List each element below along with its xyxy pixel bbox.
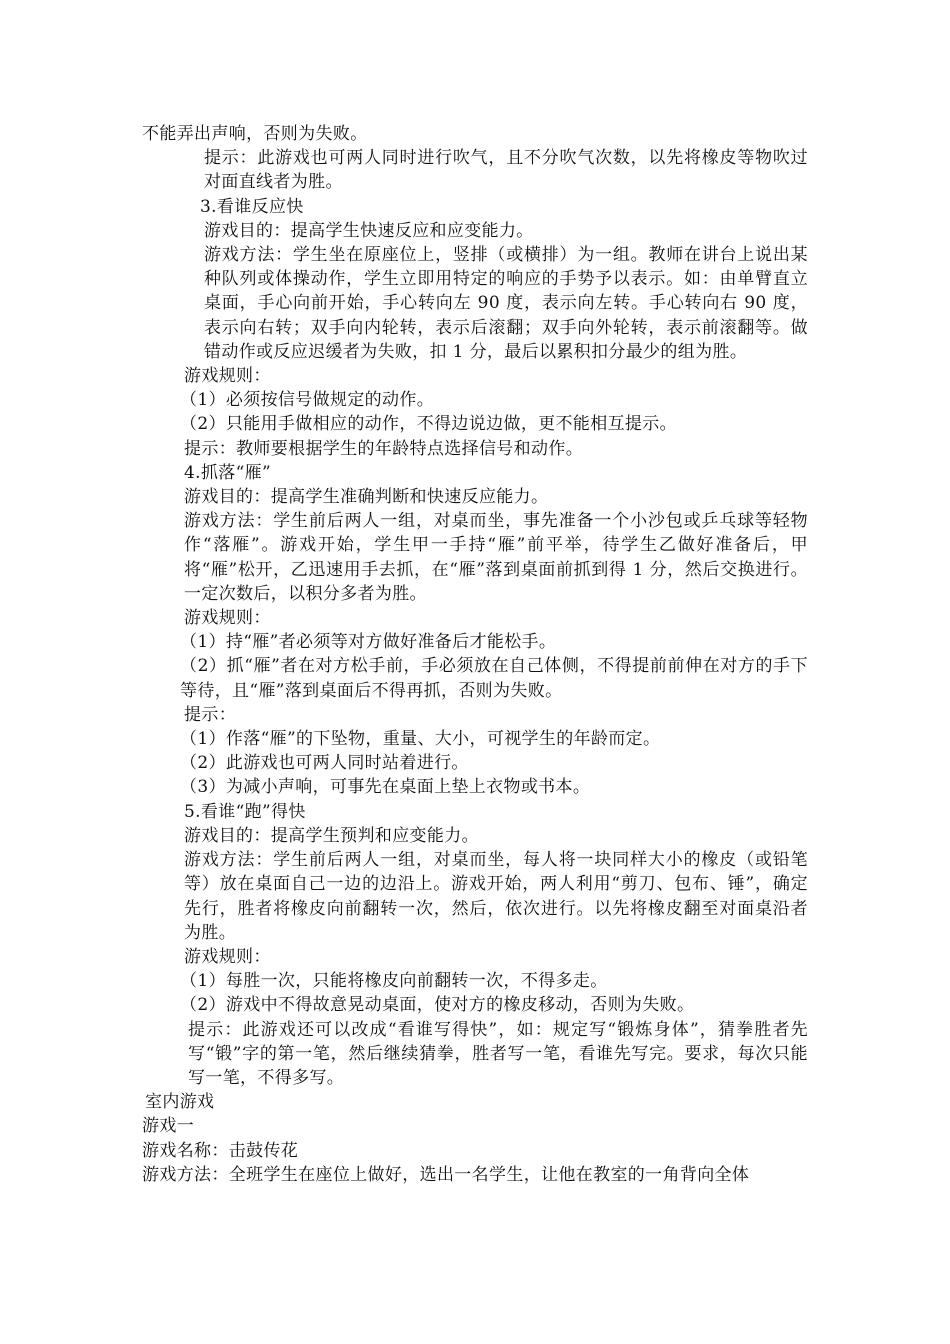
paragraph-method: 游戏方法：学生坐在原座位上，竖排（或横排）为一组。教师在讲台上说出某种队列或体操动作，学生立即用特定的响应的手势予以表示。如：由单臂直立桌面，手心向前开始，手心转向左 90 度，表示向左转。手心转向右 90 度，表示向右转；双手向内轮转，表示后滚翻；双手向外轮转，表示前滚翻等。做错动作或反应迟缓者为失败，扣 1 分，最后以累积扣分最少的组为胜。 — [204, 245, 808, 362]
rule-item: （1）持“雁”者必须等对方做好准备后才能松手。 — [180, 632, 557, 653]
tip-item: （3）为减小声响，可事先在桌面上垫上衣物或书本。 — [180, 777, 591, 798]
game-method: 游戏方法：全班学生在座位上做好，选出一名学生，让他在教室的一角背向全体 — [142, 1164, 750, 1185]
paragraph-rules-heading: 游戏规则： — [184, 946, 271, 967]
rule-item: （2）抓“雁”者在对方松手前，手必须放在自己体侧，不得提前前伸在对方的手下等待，且“雁”落到桌面后不得再抓，否则为失败。 — [180, 656, 808, 701]
rule-item: （2）游戏中不得故意晃动桌面，使对方的橡皮移动，否则为失败。 — [180, 995, 695, 1016]
rule-item: （2）只能用手做相应的动作，不得边说边做，更不能相互提示。 — [180, 414, 677, 435]
paragraph-rules-heading: 游戏规则： — [184, 366, 271, 387]
document-body — [142, 122, 808, 1187]
section-title: 室内游戏 — [145, 1092, 215, 1113]
tip-item: （1）作落“雁”的下坠物，重量、大小，可视学生的年龄而定。 — [180, 729, 661, 750]
section-heading: 3.看谁反应快 — [200, 196, 304, 217]
paragraph-method: 游戏方法：学生前后两人一组，对桌而坐，每人将一块同样大小的橡皮（或铅笔等）放在桌面自己一边的边沿上。游戏开始，两人利用“剪刀、包布、锤”，确定先行，胜者将橡皮向前翻转一次，然后，依次进行。以先将橡皮翻至对面桌沿者为胜。 — [184, 850, 808, 943]
tip-item: （2）此游戏也可两人同时站着进行。 — [180, 753, 469, 774]
paragraph-purpose: 游戏目的：提高学生准确判断和快速反应能力。 — [184, 487, 549, 508]
paragraph-tip: 提示：此游戏还可以改成“看谁写得快”，如：规定写“锻炼身体”，猜拳胜者先写“锻”字的第一笔，然后继续猜拳，胜者写一笔，看谁先写完。要求，每次只能写一笔，不得多写。 — [188, 1019, 808, 1088]
section-heading: 4.抓落“雁” — [184, 462, 272, 483]
game-title: 游戏一 — [142, 1116, 195, 1137]
paragraph-method: 游戏方法：学生前后两人一组，对桌而坐，事先准备一个小沙包或乒乓球等轻物作“落雁”。游戏开始，学生甲一手持“雁”前平举，待学生乙做好准备后，甲将“雁”松开，乙迅速用手去抓，在“雁”落到桌面前抓到得 1 分，然后交换进行。一定次数后，以积分多者为胜。 — [184, 511, 808, 604]
rule-item: （1）每胜一次，只能将橡皮向前翻转一次，不得多走。 — [180, 971, 608, 992]
paragraph-purpose: 游戏目的：提高学生预判和应变能力。 — [184, 825, 479, 846]
paragraph-tip-heading: 提示： — [184, 704, 237, 725]
game-name: 游戏名称：击鼓传花 — [142, 1140, 299, 1161]
paragraph-rules-heading: 游戏规则： — [184, 608, 271, 629]
paragraph-tip: 提示：教师要根据学生的年龄特点选择信号和动作。 — [184, 438, 584, 459]
paragraph-tip: 提示：此游戏也可两人同时进行吹气，且不分吹气次数，以先将橡皮等物吹过对面直线者为胜。 — [204, 148, 808, 193]
section-heading: 5.看谁“跑”得快 — [184, 801, 306, 822]
rule-item: （1）必须按信号做规定的动作。 — [180, 390, 435, 411]
paragraph-purpose: 游戏目的：提高学生快速反应和应变能力。 — [204, 220, 534, 241]
paragraph: 不能弄出声响，否则为失败。 — [142, 124, 368, 144]
